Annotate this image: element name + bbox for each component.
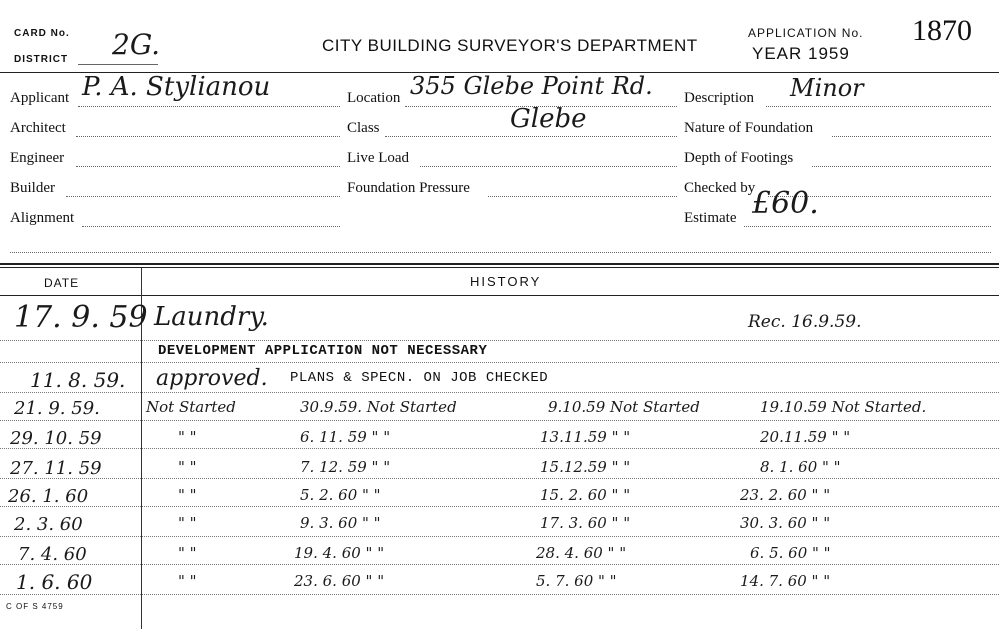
district-rule — [78, 64, 158, 65]
row-line — [0, 420, 999, 421]
row-line — [0, 506, 999, 507]
history-entry: 14. 7. 60 " " — [740, 572, 831, 590]
location-value-suburb: Glebe — [510, 104, 587, 134]
history-entry: 15. 2. 60 " " — [540, 486, 631, 504]
description-label: Description — [684, 90, 754, 106]
history-entry: " " — [178, 428, 197, 446]
row-line — [0, 536, 999, 537]
history-date: 26. 1. 60 — [8, 486, 89, 507]
history-entry: 20.11.59 " " — [760, 428, 851, 446]
description-value: Minor — [790, 74, 864, 102]
depth-of-footings-dots — [812, 166, 991, 167]
engineer-dots — [76, 166, 340, 167]
nature-of-foundation-label: Nature of Foundation — [684, 120, 814, 136]
row-line — [0, 564, 999, 565]
architect-dots — [76, 136, 340, 137]
history-date: 11. 8. 59. — [30, 368, 126, 392]
history-entry: " " — [178, 458, 197, 476]
history-entry: 6. 5. 60 " " — [750, 544, 831, 562]
applicant-value: P. A. Stylianou — [82, 72, 271, 102]
history-column-header: HISTORY — [470, 274, 542, 289]
history-entry: 9. 3. 60 " " — [300, 514, 381, 532]
history-date: 1. 6. 60 — [16, 570, 93, 594]
department-title: CITY BUILDING SURVEYOR'S DEPARTMENT — [322, 36, 698, 55]
history-entry: 19. 4. 60 " " — [294, 544, 385, 562]
depth-of-footings-label: Depth of Footings — [684, 150, 794, 166]
print-code: C OF S 4759 — [6, 602, 64, 611]
row-line — [0, 392, 999, 393]
engineer-label: Engineer — [10, 150, 65, 166]
location-value: 355 Glebe Point Rd. — [410, 72, 653, 100]
live-load-dots — [420, 166, 677, 167]
application-no-label: APPLICATION No. — [748, 26, 864, 40]
foundation-pressure-dots — [488, 196, 677, 197]
history-entry: Laundry. — [154, 302, 269, 332]
history-entry: 17. 3. 60 " " — [540, 514, 631, 532]
alignment-label: Alignment — [10, 210, 75, 226]
row-line — [0, 340, 999, 341]
history-date: 17. 9. 59 — [14, 300, 148, 335]
history-entry: 5. 2. 60 " " — [300, 486, 381, 504]
history-entry: Not Started — [146, 398, 236, 416]
history-entry: 8. 1. 60 " " — [760, 458, 841, 476]
row-line — [0, 362, 999, 363]
fields-bottom-dots — [10, 252, 991, 253]
card-no-label: CARD No. — [14, 28, 70, 39]
estimate-dots — [744, 226, 991, 227]
row-line — [0, 448, 999, 449]
applicant-label: Applicant — [10, 90, 70, 106]
history-date: 2. 3. 60 — [14, 514, 83, 535]
history-entry: " " — [178, 486, 197, 504]
history-entry: 30. 3. 60 " " — [740, 514, 831, 532]
builder-dots — [66, 196, 340, 197]
location-label: Location — [347, 90, 401, 106]
history-header-rule — [0, 295, 999, 296]
history-entry: 9.10.59 Not Started — [548, 398, 700, 416]
history-date: 7. 4. 60 — [18, 544, 87, 565]
class-label: Class — [347, 120, 380, 136]
estimate-label: Estimate — [684, 210, 737, 226]
history-entry: 6. 11. 59 " " — [300, 428, 391, 446]
date-column-header: DATE — [44, 276, 80, 290]
description-dots — [766, 106, 991, 107]
alignment-dots — [82, 226, 340, 227]
class-dots — [385, 136, 677, 137]
history-entry: Rec. 16.9.59. — [748, 312, 862, 332]
history-top-rule — [0, 263, 999, 265]
history-date: 27. 11. 59 — [10, 458, 102, 479]
history-entry: 15.12.59 " " — [540, 458, 631, 476]
history-entry: 28. 4. 60 " " — [536, 544, 627, 562]
row-line — [0, 594, 999, 595]
history-entry: " " — [178, 544, 197, 562]
history-entry: approved. — [156, 366, 268, 391]
history-entry: 19.10.59 Not Started. — [760, 398, 927, 416]
estimate-value: £60. — [752, 186, 819, 221]
architect-label: Architect — [10, 120, 66, 136]
history-entry: " " — [178, 572, 197, 590]
history-entry: 30.9.59. Not Started — [300, 398, 457, 416]
history-entry: 7. 12. 59 " " — [300, 458, 391, 476]
live-load-label: Live Load — [347, 150, 410, 166]
history-entry: 23. 2. 60 " " — [740, 486, 831, 504]
nature-of-foundation-dots — [832, 136, 991, 137]
foundation-pressure-label: Foundation Pressure — [347, 180, 470, 196]
application-no-value: 1870 — [912, 14, 972, 47]
district-label: DISTRICT — [14, 54, 69, 65]
row-line — [0, 478, 999, 479]
checked-by-label: Checked by — [684, 180, 756, 196]
builder-label: Builder — [10, 180, 55, 196]
history-entry: 23. 6. 60 " " — [294, 572, 385, 590]
district-value: 2G. — [112, 28, 161, 61]
history-top-rule-2 — [0, 267, 999, 268]
history-entry: 5. 7. 60 " " — [536, 572, 617, 590]
history-date: 29. 10. 59 — [10, 428, 102, 449]
history-entry: 13.11.59 " " — [540, 428, 631, 446]
plans-checked-typed: PLANS & SPECN. ON JOB CHECKED — [290, 370, 549, 386]
development-stamp: DEVELOPMENT APPLICATION NOT NECESSARY — [158, 343, 488, 359]
history-entry: " " — [178, 514, 197, 532]
applicant-dots — [78, 106, 340, 107]
year-label: YEAR 1959 — [752, 44, 850, 63]
history-date: 21. 9. 59. — [14, 398, 100, 419]
